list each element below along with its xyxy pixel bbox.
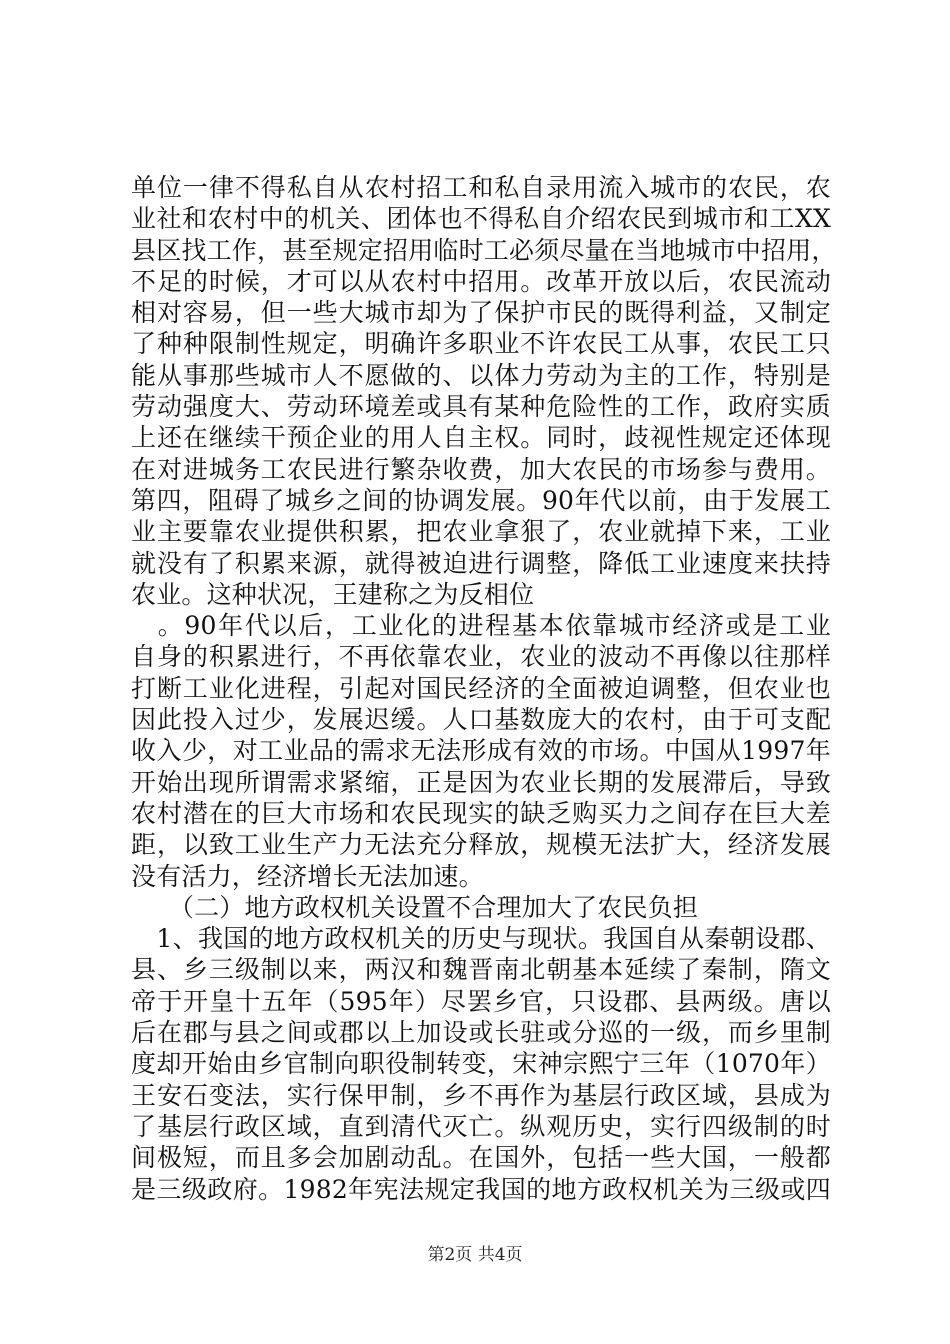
text-line: 在对进城务工农民进行繁杂收费，加大农民的市场参与费用。 [131, 454, 831, 484]
text-line: 相对容易，但一些大城市却为了保护市民的既得利益，又制定 [131, 298, 831, 328]
text-line: 因此投入过少，发展迟缓。人口基数庞大的农村，由于可支配 [131, 705, 831, 735]
body-text [131, 172, 837, 1205]
text-line: 第四，阻碍了城乡之间的协调发展。90年代以前，由于发展工 [131, 485, 831, 515]
text-line: 是三级政府。1982年宪法规定我国的地方政权机关为三级或四 [131, 1174, 831, 1204]
text-line: 县、乡三级制以来，两汉和魏晋南北朝基本延续了秦制，隋文 [131, 955, 831, 985]
text-line: 间极短，而且多会加剧动乱。在国外，包括一些大国，一般都 [131, 1143, 831, 1173]
text-line: 没有活力，经济增长无法加速。 [131, 861, 484, 891]
text-line: 能从事那些城市人不愿做的、以体力劳动为主的工作，特别是 [131, 360, 831, 390]
text-line: 农村潜在的巨大市场和农民现实的缺乏购买力之间存在巨大差 [131, 798, 831, 828]
text-line: 度却开始由乡官制向职役制转变，宋神宗熙宁三年（1070年） [131, 1049, 831, 1079]
text-line: 业社和农村中的机关、团体也不得私自介绍农民到城市和工XX [131, 204, 831, 234]
text-line: 打断工业化进程，引起对国民经济的全面被迫调整，但农业也 [131, 673, 831, 703]
text-line: 劳动强度大、劳动环境差或具有某种危险性的工作，政府实质 [131, 392, 831, 422]
text-line: 农业。这种状况，王建称之为反相位 [131, 579, 535, 609]
text-line: 帝于开皇十五年（595年）尽罢乡官，只设郡、县两级。唐以 [131, 986, 831, 1016]
text-line: 了基层行政区域，直到清代灭亡。纵观历史，实行四级制的时 [131, 1111, 831, 1141]
text-line: 单位一律不得私自从农村招工和私自录用流入城市的农民，农 [131, 173, 831, 202]
section-heading: （二）地方政权机关设置不合理加大了农民负担 [131, 892, 699, 922]
text-line: 了种种限制性规定，明确许多职业不许农民工从事，农民工只 [131, 329, 831, 359]
text-line: 业主要靠农业提供积累，把农业拿狠了，农业就掉下来，工业 [131, 517, 831, 547]
page-number-footer: 第2页 共4页 [427, 1245, 523, 1265]
text-line: 距，以致工业生产力无法充分释放，规模无法扩大，经济发展 [131, 830, 831, 860]
text-line: 上还在继续干预企业的用人自主权。同时，歧视性规定还体现 [131, 423, 831, 453]
text-line: 收入少，对工业品的需求无法形成有效的市场。中国从1997年 [131, 736, 831, 766]
text-line: 1、我国的地方政权机关的历史与现状。我国自从秦朝设郡、 [131, 924, 831, 954]
text-line: 自身的积累进行，不再依靠农业，农业的波动不再像以往那样 [131, 642, 831, 672]
text-line: 就没有了积累来源，就得被迫进行调整，降低工业速度来扶持 [131, 548, 831, 578]
text-line: 。90年代以后，工业化的进程基本依靠城市经济或是工业 [131, 611, 831, 641]
text-line: 开始出现所谓需求紧缩，正是因为农业长期的发展滞后，导致 [131, 767, 831, 797]
text-line: 王安石变法，实行保甲制，乡不再作为基层行政区域，县成为 [131, 1080, 831, 1110]
text-line: 不足的时候，才可以从农村中招用。改革开放以后，农民流动 [131, 266, 831, 296]
text-line: 县区找工作，甚至规定招用临时工必须尽量在当地城市中招用， [131, 235, 837, 265]
text-line: 后在郡与县之间或郡以上加设或长驻或分巡的一级，而乡里制 [131, 1018, 831, 1048]
